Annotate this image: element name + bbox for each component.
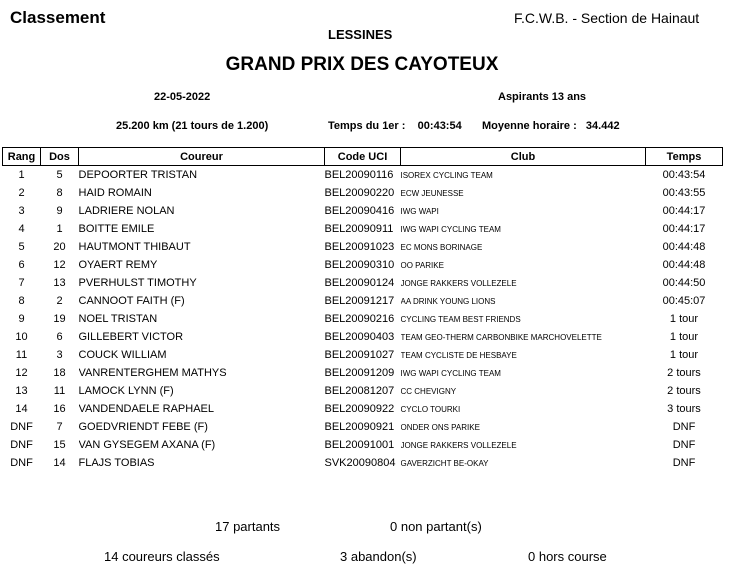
time-cell: 00:44:50: [662, 277, 706, 289]
time-cell: 00:44:17: [662, 223, 706, 235]
table-row: [3, 220, 723, 238]
table-row: [3, 166, 723, 185]
time-cell: 00:43:54: [662, 169, 706, 181]
time-cell: 00:44:48: [662, 259, 706, 271]
rider-name-cell: OYAERT REMY: [78, 259, 158, 271]
rider-name-cell: VANDENDAELE RAPHAEL: [78, 403, 215, 415]
time-cell: 1 tour: [669, 313, 699, 325]
time-cell: 00:45:07: [662, 295, 706, 307]
rank-cell: 7: [18, 277, 25, 289]
time-cell: 1 tour: [669, 349, 699, 361]
bib-cell: 2: [56, 295, 63, 307]
uci-code-cell: BEL20090403: [324, 331, 395, 343]
rider-name-cell: DEPOORTER TRISTAN: [78, 169, 198, 181]
club-cell: CC CHEVIGNY: [400, 386, 457, 396]
bib-cell: 7: [56, 421, 63, 433]
rider-name-cell: HAUTMONT THIBAUT: [78, 241, 191, 253]
rank-cell: 9: [18, 313, 25, 325]
bib-cell: 1: [56, 223, 63, 235]
table-row: [3, 454, 723, 472]
uci-code-cell: BEL20091001: [324, 439, 395, 451]
first-time: [328, 120, 462, 132]
bib-cell: 16: [53, 403, 66, 415]
club-cell: TEAM CYCLISTE DE HESBAYE: [400, 350, 517, 360]
rank-cell: 14: [15, 403, 28, 415]
table-row: [3, 436, 723, 454]
bib-cell: 19: [53, 313, 66, 325]
race-distance: 25.200 km (21 tours de 1.200): [116, 120, 269, 132]
table-row: [3, 274, 723, 292]
club-cell: JONGE RAKKERS VOLLEZELE: [400, 278, 517, 288]
uci-code-cell: BEL20090116: [324, 169, 394, 181]
uci-code-cell: BEL20090911: [324, 223, 394, 235]
rider-name-cell: HAID ROMAIN: [78, 187, 152, 199]
average-speed-value: 34.442: [585, 120, 620, 132]
bib-cell: 9: [56, 205, 63, 217]
club-cell: OO PARIKE: [400, 260, 444, 270]
rank-cell: 10: [15, 331, 28, 343]
rider-name-cell: PVERHULST TIMOTHY: [78, 277, 197, 289]
race-title: GRAND PRIX DES CAYOTEUX: [225, 54, 499, 75]
rider-name-cell: VANRENTERGHEM MATHYS: [78, 367, 227, 379]
table-row: [3, 382, 723, 400]
col-rang: Rang: [3, 148, 41, 166]
rank-cell: DNF: [10, 439, 33, 451]
rank-cell: DNF: [10, 457, 33, 469]
rank-cell: 11: [15, 349, 28, 361]
time-cell: 00:44:17: [662, 205, 706, 217]
club-cell: GAVERZICHT BE-OKAY: [400, 458, 489, 468]
club-cell: ISOREX CYCLING TEAM: [400, 170, 493, 180]
col-code-uci: Code UCI: [325, 148, 401, 166]
table-row: [3, 400, 723, 418]
uci-code-cell: SVK20090804: [324, 457, 396, 469]
bib-cell: 3: [56, 349, 63, 361]
club-cell: IWG WAPI CYCLING TEAM: [400, 368, 501, 378]
club-cell: ECW JEUNESSE: [400, 188, 464, 198]
rank-cell: 1: [18, 169, 25, 181]
federation-label: F.C.W.B. - Section de Hainaut: [514, 10, 700, 26]
uci-code-cell: BEL20090922: [324, 403, 395, 415]
club-cell: TEAM GEO-THERM CARBONBIKE MARCHOVELETTE: [400, 332, 602, 342]
club-cell: IWG WAPI CYCLING TEAM: [400, 224, 501, 234]
bib-cell: 6: [56, 331, 63, 343]
bib-cell: 8: [56, 187, 63, 199]
table-row: [3, 346, 723, 364]
time-cell: 2 tours: [667, 385, 701, 397]
uci-code-cell: BEL20090416: [324, 205, 395, 217]
uci-code-cell: BEL20090216: [324, 313, 395, 325]
race-category: Aspirants 13 ans: [498, 91, 587, 103]
rank-cell: 4: [18, 223, 25, 235]
uci-code-cell: BEL20090220: [324, 187, 395, 199]
rank-cell: DNF: [10, 421, 33, 433]
bib-cell: 11: [53, 385, 66, 397]
rank-cell: 6: [18, 259, 25, 271]
time-cell: 2 tours: [667, 367, 701, 379]
bib-cell: 5: [56, 169, 63, 181]
rider-name-cell: CANNOOT FAITH (F): [78, 295, 185, 307]
time-cell: DNF: [672, 439, 696, 451]
table-row: [3, 364, 723, 382]
uci-code-cell: BEL20090124: [324, 277, 395, 289]
rider-name-cell: LADRIERE NOLAN: [78, 205, 175, 217]
abandon-count: 3 abandon(s): [340, 549, 417, 564]
hors-course-count: 0 hors course: [528, 549, 607, 564]
first-time-label: Temps du 1er :: [328, 120, 406, 132]
rider-name-cell: LAMOCK LYNN (F): [78, 385, 174, 397]
club-cell: EC MONS BORINAGE: [400, 242, 483, 252]
bib-cell: 12: [53, 259, 66, 271]
city-label: LESSINES: [328, 27, 393, 42]
rank-cell: 3: [18, 205, 25, 217]
club-cell: IWG WAPI: [400, 206, 439, 216]
classified-count: 14 coureurs classés: [104, 549, 220, 564]
rider-name-cell: FLAJS TOBIAS: [78, 457, 155, 469]
uci-code-cell: BEL20091209: [324, 367, 395, 379]
uci-code-cell: BEL20091027: [324, 349, 395, 361]
bib-cell: 14: [53, 457, 66, 469]
time-cell: 00:44:48: [662, 241, 706, 253]
time-cell: DNF: [672, 457, 696, 469]
table-row: [3, 292, 723, 310]
table-row: [3, 328, 723, 346]
bib-cell: 13: [53, 277, 66, 289]
club-cell: JONGE RAKKERS VOLLEZELE: [400, 440, 517, 450]
rider-name-cell: NOEL TRISTAN: [78, 313, 158, 325]
time-cell: DNF: [672, 421, 696, 433]
table-row: [3, 256, 723, 274]
results-table: [2, 147, 723, 472]
time-cell: 1 tour: [669, 331, 699, 343]
rank-cell: 8: [18, 295, 25, 307]
rider-name-cell: GOEDVRIENDT FEBE (F): [78, 421, 208, 433]
rider-name-cell: GILLEBERT VICTOR: [78, 331, 184, 343]
rank-cell: 5: [18, 241, 25, 253]
club-cell: AA DRINK YOUNG LIONS: [400, 296, 496, 306]
partants-count: 17 partants: [215, 519, 281, 534]
table-row: [3, 238, 723, 256]
col-temps: Temps: [646, 148, 723, 166]
race-date: 22-05-2022: [154, 91, 211, 103]
header-row: [3, 148, 723, 166]
club-cell: CYCLO TOURKI: [400, 404, 461, 414]
rank-cell: 13: [15, 385, 28, 397]
first-time-value: 00:43:54: [417, 120, 462, 132]
uci-code-cell: BEL20081207: [324, 385, 395, 397]
rank-cell: 12: [15, 367, 28, 379]
non-partants-count: 0 non partant(s): [390, 519, 482, 534]
time-cell: 3 tours: [667, 403, 701, 415]
table-row: [3, 202, 723, 220]
bib-cell: 18: [53, 367, 66, 379]
rider-name-cell: VAN GYSEGEM AXANA (F): [78, 439, 216, 451]
uci-code-cell: BEL20090921: [324, 421, 395, 433]
doc-title: Classement: [10, 8, 106, 27]
col-dos: Dos: [41, 148, 79, 166]
uci-code-cell: BEL20091023: [324, 241, 395, 253]
rider-name-cell: BOITTE EMILE: [78, 223, 155, 235]
club-cell: CYCLING TEAM BEST FRIENDS: [400, 314, 521, 324]
time-cell: 00:43:55: [662, 187, 706, 199]
bib-cell: 15: [53, 439, 66, 451]
bib-cell: 20: [53, 241, 66, 253]
rider-name-cell: COUCK WILLIAM: [78, 349, 167, 361]
table-row: [3, 310, 723, 328]
rank-cell: 2: [18, 187, 25, 199]
uci-code-cell: BEL20090310: [324, 259, 395, 271]
average-speed-label: Moyenne horaire :: [482, 120, 577, 132]
col-coureur: Coureur: [79, 148, 325, 166]
table-row: [3, 184, 723, 202]
club-cell: ONDER ONS PARIKE: [400, 422, 480, 432]
table-row: [3, 418, 723, 436]
col-club: Club: [401, 148, 646, 166]
uci-code-cell: BEL20091217: [324, 295, 395, 307]
average-speed: [482, 120, 620, 132]
